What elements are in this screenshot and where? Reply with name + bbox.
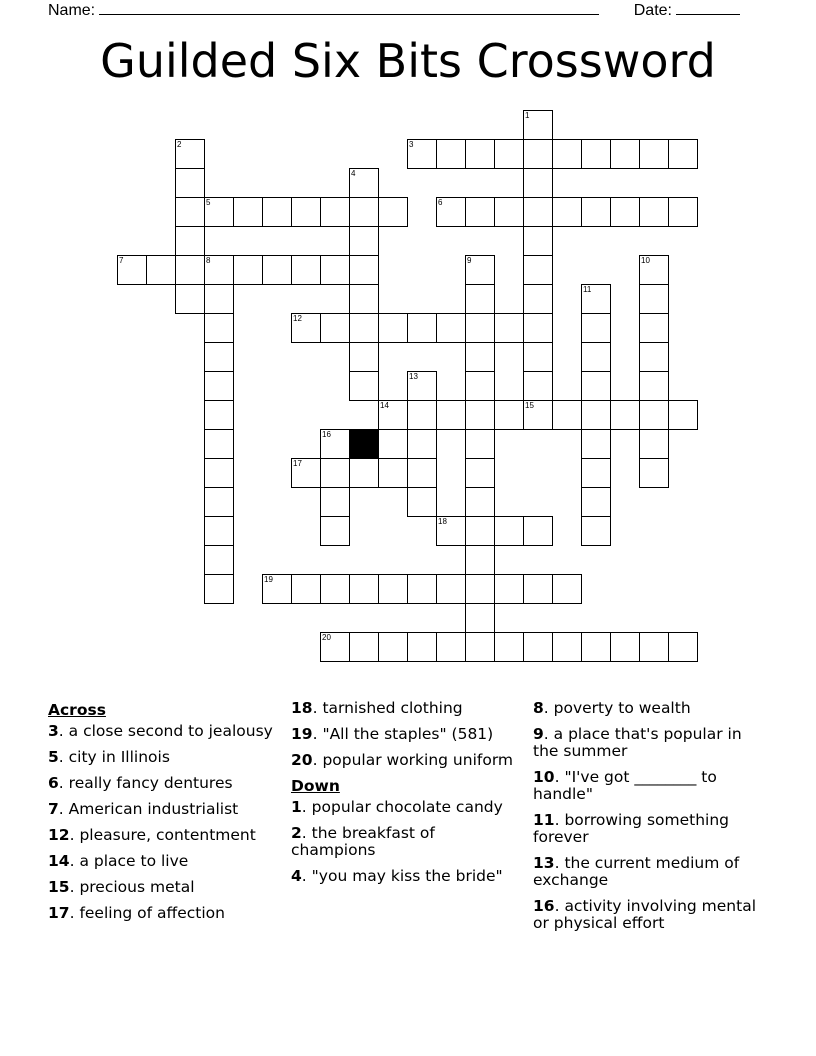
clue-text: precious metal bbox=[79, 878, 195, 896]
clue-item: 17. feeling of affection bbox=[48, 904, 225, 922]
grid-cell[interactable] bbox=[436, 516, 466, 546]
grid-cell[interactable] bbox=[494, 197, 524, 227]
clue-number-label: 1 bbox=[525, 111, 530, 120]
grid-cell[interactable] bbox=[320, 487, 350, 517]
grid-cell[interactable] bbox=[581, 284, 611, 314]
grid-cell[interactable] bbox=[523, 371, 553, 401]
grid-cell[interactable] bbox=[523, 255, 553, 285]
grid-cell[interactable] bbox=[349, 313, 379, 343]
grid-cell[interactable] bbox=[668, 400, 698, 430]
clue-number: 16 bbox=[533, 897, 555, 915]
grid-cell[interactable] bbox=[204, 429, 234, 459]
grid-cell[interactable] bbox=[320, 516, 350, 546]
grid-cell[interactable] bbox=[523, 197, 553, 227]
clue-item: 10. "I've got ________ to handle" bbox=[533, 768, 717, 803]
grid-cell[interactable] bbox=[204, 371, 234, 401]
clue-text: a place to live bbox=[79, 852, 189, 870]
grid-cell[interactable] bbox=[552, 632, 582, 662]
clue-number-label: 12 bbox=[293, 314, 302, 323]
grid-cell[interactable] bbox=[407, 371, 437, 401]
grid-cell[interactable] bbox=[465, 487, 495, 517]
clue-number-label: 10 bbox=[641, 256, 650, 265]
grid-cell[interactable] bbox=[639, 458, 669, 488]
page-title: Guilded Six Bits Crossword bbox=[100, 34, 716, 88]
grid-cell[interactable] bbox=[204, 516, 234, 546]
clue-number: 14 bbox=[48, 852, 70, 870]
clue-number: 13 bbox=[533, 854, 555, 872]
grid-cell[interactable] bbox=[204, 487, 234, 517]
grid-cell[interactable] bbox=[610, 632, 640, 662]
grid-cell[interactable] bbox=[552, 197, 582, 227]
grid-cell[interactable] bbox=[378, 400, 408, 430]
grid-cell[interactable] bbox=[465, 429, 495, 459]
grid-cell[interactable] bbox=[262, 197, 292, 227]
clue-number-label: 4 bbox=[351, 169, 356, 178]
clue-text: popular chocolate candy bbox=[311, 798, 503, 816]
grid-cell[interactable] bbox=[407, 487, 437, 517]
clues-column-1 bbox=[48, 700, 276, 931]
clue-number-label: 20 bbox=[322, 633, 331, 642]
grid-cell[interactable] bbox=[175, 284, 205, 314]
grid-cell[interactable] bbox=[581, 516, 611, 546]
grid-cell[interactable] bbox=[581, 197, 611, 227]
grid-cell[interactable] bbox=[523, 574, 553, 604]
grid-cell[interactable] bbox=[465, 632, 495, 662]
clue-number-label: 19 bbox=[264, 575, 273, 584]
clue-text: feeling of affection bbox=[79, 904, 225, 922]
grid-cell[interactable] bbox=[436, 632, 466, 662]
clue-item: 19. "All the staples" (581) bbox=[291, 725, 494, 743]
clue-item: 1. popular chocolate candy bbox=[291, 798, 503, 816]
grid-cell[interactable] bbox=[320, 255, 350, 285]
clue-number: 2 bbox=[291, 824, 302, 842]
grid-cell[interactable] bbox=[494, 574, 524, 604]
clue-item: 20. popular working uniform bbox=[291, 751, 514, 769]
clue-text: American industrialist bbox=[68, 800, 239, 818]
clue-item: 6. really fancy dentures bbox=[48, 774, 233, 792]
clue-number: 19 bbox=[291, 725, 313, 743]
grid-cell[interactable] bbox=[436, 139, 466, 169]
grid-cell[interactable] bbox=[639, 342, 669, 372]
grid-cell[interactable] bbox=[146, 255, 176, 285]
clue-text: the breakfast of champions bbox=[291, 824, 435, 859]
grid-cell[interactable] bbox=[581, 400, 611, 430]
grid-cell[interactable] bbox=[378, 632, 408, 662]
clue-number-label: 14 bbox=[380, 401, 389, 410]
clue-number-label: 2 bbox=[177, 140, 182, 149]
clue-item: 14. a place to live bbox=[48, 852, 189, 870]
clue-text: "I've got ________ to handle" bbox=[533, 768, 717, 803]
grid-cell[interactable] bbox=[436, 400, 466, 430]
grid-cell[interactable] bbox=[407, 574, 437, 604]
grid-cell[interactable] bbox=[668, 139, 698, 169]
grid-cell[interactable] bbox=[349, 255, 379, 285]
grid-cell[interactable] bbox=[639, 400, 669, 430]
grid-cell[interactable] bbox=[523, 632, 553, 662]
clue-item: 5. city in Illinois bbox=[48, 748, 170, 766]
grid-cell[interactable] bbox=[320, 429, 350, 459]
grid-cell[interactable] bbox=[349, 342, 379, 372]
grid-cell[interactable] bbox=[494, 516, 524, 546]
grid-cell[interactable] bbox=[552, 574, 582, 604]
clue-number: 8 bbox=[533, 699, 544, 717]
clue-text: a close second to jealousy bbox=[68, 722, 273, 740]
grid-cell[interactable] bbox=[523, 516, 553, 546]
grid-cell[interactable] bbox=[494, 632, 524, 662]
clue-item: 9. a place that's popular in the summer bbox=[533, 725, 742, 760]
clue-text: borrowing something forever bbox=[533, 811, 730, 846]
grid-cell[interactable] bbox=[639, 313, 669, 343]
grid-cell[interactable] bbox=[349, 632, 379, 662]
grid-cell[interactable] bbox=[581, 342, 611, 372]
clue-item: 12. pleasure, contentment bbox=[48, 826, 256, 844]
clue-number-label: 9 bbox=[467, 256, 472, 265]
grid-cell[interactable] bbox=[233, 197, 263, 227]
grid-cell[interactable] bbox=[523, 284, 553, 314]
clue-number-label: 11 bbox=[583, 285, 592, 294]
clue-number-label: 17 bbox=[293, 459, 302, 468]
grid-cell[interactable] bbox=[233, 255, 263, 285]
clue-item: 16. activity involving mental or physical effort bbox=[533, 897, 757, 932]
grid-cell[interactable] bbox=[639, 197, 669, 227]
clue-text: "All the staples" (581) bbox=[322, 725, 494, 743]
date-label: Date: bbox=[633, 2, 672, 19]
grid-cell[interactable] bbox=[465, 197, 495, 227]
grid-cell[interactable] bbox=[407, 632, 437, 662]
grid-cell[interactable] bbox=[262, 574, 292, 604]
clue-text: a place that's popular in the summer bbox=[533, 725, 742, 760]
grid-cell[interactable] bbox=[349, 197, 379, 227]
clue-number: 7 bbox=[48, 800, 59, 818]
down-heading: Down bbox=[291, 777, 340, 795]
grid-cell[interactable] bbox=[378, 574, 408, 604]
grid-cell[interactable] bbox=[320, 458, 350, 488]
grid-cell[interactable] bbox=[581, 429, 611, 459]
grid-cell[interactable] bbox=[407, 458, 437, 488]
grid-cell[interactable] bbox=[320, 313, 350, 343]
clue-item: 18. tarnished clothing bbox=[291, 699, 463, 717]
grid-cell[interactable] bbox=[204, 545, 234, 575]
clue-number-label: 3 bbox=[409, 140, 414, 149]
grid-cell[interactable] bbox=[494, 139, 524, 169]
grid-cell[interactable] bbox=[465, 313, 495, 343]
grid-cell[interactable] bbox=[175, 168, 205, 198]
grid-cell[interactable] bbox=[581, 371, 611, 401]
grid-cell[interactable] bbox=[552, 400, 582, 430]
clue-number-label: 5 bbox=[206, 198, 211, 207]
grid-cell[interactable] bbox=[639, 632, 669, 662]
clue-text: pleasure, contentment bbox=[79, 826, 256, 844]
grid-cell[interactable] bbox=[436, 313, 466, 343]
clue-number: 17 bbox=[48, 904, 70, 922]
clue-text: activity involving mental or physical effort bbox=[533, 897, 757, 932]
grid-cell[interactable] bbox=[436, 574, 466, 604]
grid-cell[interactable] bbox=[291, 313, 321, 343]
grid-cell[interactable] bbox=[523, 400, 553, 430]
grid-cell[interactable] bbox=[378, 313, 408, 343]
clue-text: really fancy dentures bbox=[68, 774, 233, 792]
clue-item: 3. a close second to jealousy bbox=[48, 722, 273, 740]
grid-cell[interactable] bbox=[581, 139, 611, 169]
grid-cell[interactable] bbox=[204, 313, 234, 343]
grid-cell[interactable] bbox=[465, 516, 495, 546]
clue-number: 11 bbox=[533, 811, 555, 829]
grid-cell[interactable] bbox=[378, 458, 408, 488]
grid-cell[interactable] bbox=[465, 545, 495, 575]
grid-cell[interactable] bbox=[204, 284, 234, 314]
grid-cell[interactable] bbox=[639, 284, 669, 314]
clue-text: popular working uniform bbox=[322, 751, 514, 769]
clue-item: 8. poverty to wealth bbox=[533, 699, 691, 717]
grid-cell[interactable] bbox=[639, 139, 669, 169]
clue-number: 18 bbox=[291, 699, 313, 717]
clue-text: city in Illinois bbox=[68, 748, 170, 766]
clue-number: 1 bbox=[291, 798, 302, 816]
grid-cell[interactable] bbox=[204, 574, 234, 604]
across-heading: Across bbox=[48, 701, 106, 719]
grid-cell[interactable] bbox=[407, 139, 437, 169]
clue-number: 6 bbox=[48, 774, 59, 792]
grid-cell[interactable] bbox=[378, 197, 408, 227]
clue-number-label: 16 bbox=[322, 430, 331, 439]
grid-cell[interactable] bbox=[494, 400, 524, 430]
grid-cell[interactable] bbox=[465, 139, 495, 169]
clue-number: 20 bbox=[291, 751, 313, 769]
grid-cell[interactable] bbox=[407, 313, 437, 343]
clue-item: 11. borrowing something forever bbox=[533, 811, 730, 846]
clue-item: 7. American industrialist bbox=[48, 800, 239, 818]
grid-cell[interactable] bbox=[204, 197, 234, 227]
grid-cell[interactable] bbox=[639, 429, 669, 459]
grid-cell[interactable] bbox=[407, 400, 437, 430]
clue-number-label: 13 bbox=[409, 372, 418, 381]
grid-cell[interactable] bbox=[639, 255, 669, 285]
clue-number: 12 bbox=[48, 826, 70, 844]
grid-cell[interactable] bbox=[581, 632, 611, 662]
grid-cell[interactable] bbox=[175, 139, 205, 169]
grid-cell[interactable] bbox=[465, 342, 495, 372]
clue-text: poverty to wealth bbox=[553, 699, 691, 717]
clue-number: 5 bbox=[48, 748, 59, 766]
clue-item: 15. precious metal bbox=[48, 878, 195, 896]
clue-item: 13. the current medium of exchange bbox=[533, 854, 740, 889]
grid-cell[interactable] bbox=[117, 255, 147, 285]
grid-cell[interactable] bbox=[581, 313, 611, 343]
grid-cell[interactable] bbox=[465, 255, 495, 285]
grid-cell[interactable] bbox=[668, 632, 698, 662]
clue-number: 15 bbox=[48, 878, 70, 896]
clue-number: 3 bbox=[48, 722, 59, 740]
clues-column-2 bbox=[291, 700, 523, 894]
grid-cell[interactable] bbox=[523, 313, 553, 343]
grid-cell[interactable] bbox=[523, 139, 553, 169]
grid-cell[interactable] bbox=[465, 458, 495, 488]
grid-cell[interactable] bbox=[465, 400, 495, 430]
grid-cell[interactable] bbox=[262, 255, 292, 285]
clue-number-label: 7 bbox=[119, 256, 124, 265]
grid-cell[interactable] bbox=[436, 197, 466, 227]
grid-cell[interactable] bbox=[581, 487, 611, 517]
grid-cell[interactable] bbox=[175, 197, 205, 227]
grid-cell[interactable] bbox=[175, 226, 205, 256]
grid-cell[interactable] bbox=[204, 255, 234, 285]
grid-cell[interactable] bbox=[523, 110, 553, 140]
clue-text: "you may kiss the bride" bbox=[311, 867, 503, 885]
clue-text: tarnished clothing bbox=[322, 699, 463, 717]
grid-cell[interactable] bbox=[204, 342, 234, 372]
clue-number-label: 6 bbox=[438, 198, 443, 207]
clue-text: the current medium of exchange bbox=[533, 854, 740, 889]
grid-cell[interactable] bbox=[291, 255, 321, 285]
black-cell bbox=[349, 429, 379, 459]
grid-cell[interactable] bbox=[581, 458, 611, 488]
grid-cell[interactable] bbox=[610, 139, 640, 169]
clue-item: 2. the breakfast of champions bbox=[291, 824, 435, 859]
grid-cell[interactable] bbox=[465, 603, 495, 633]
grid-cell[interactable] bbox=[465, 574, 495, 604]
grid-cell[interactable] bbox=[320, 632, 350, 662]
grid-cell[interactable] bbox=[523, 168, 553, 198]
grid-cell[interactable] bbox=[494, 313, 524, 343]
clue-item: 4. "you may kiss the bride" bbox=[291, 867, 503, 885]
grid-cell[interactable] bbox=[291, 197, 321, 227]
grid-cell[interactable] bbox=[610, 197, 640, 227]
clue-number-label: 8 bbox=[206, 256, 211, 265]
name-label: Name: bbox=[48, 2, 96, 19]
grid-cell[interactable] bbox=[465, 371, 495, 401]
grid-cell[interactable] bbox=[291, 458, 321, 488]
grid-cell[interactable] bbox=[349, 458, 379, 488]
grid-cell[interactable] bbox=[349, 574, 379, 604]
grid-cell[interactable] bbox=[668, 197, 698, 227]
grid-cell[interactable] bbox=[349, 168, 379, 198]
clue-number: 9 bbox=[533, 725, 544, 743]
grid-cell[interactable] bbox=[204, 400, 234, 430]
grid-cell[interactable] bbox=[349, 284, 379, 314]
grid-cell[interactable] bbox=[320, 574, 350, 604]
grid-cell[interactable] bbox=[465, 284, 495, 314]
grid-cell[interactable] bbox=[204, 458, 234, 488]
clue-number: 10 bbox=[533, 768, 555, 786]
grid-cell[interactable] bbox=[552, 139, 582, 169]
grid-cell[interactable] bbox=[407, 429, 437, 459]
clue-number-label: 15 bbox=[525, 401, 534, 410]
clue-number: 4 bbox=[291, 867, 302, 885]
grid-cell[interactable] bbox=[175, 255, 205, 285]
grid-cell[interactable] bbox=[291, 574, 321, 604]
grid-cell[interactable] bbox=[320, 197, 350, 227]
grid-cell[interactable] bbox=[349, 226, 379, 256]
grid-cell[interactable] bbox=[523, 342, 553, 372]
grid-cell[interactable] bbox=[610, 400, 640, 430]
clue-number-label: 18 bbox=[438, 517, 447, 526]
clues-column-3 bbox=[533, 700, 763, 941]
grid-cell[interactable] bbox=[523, 226, 553, 256]
grid-cell[interactable] bbox=[349, 371, 379, 401]
grid-cell[interactable] bbox=[639, 371, 669, 401]
